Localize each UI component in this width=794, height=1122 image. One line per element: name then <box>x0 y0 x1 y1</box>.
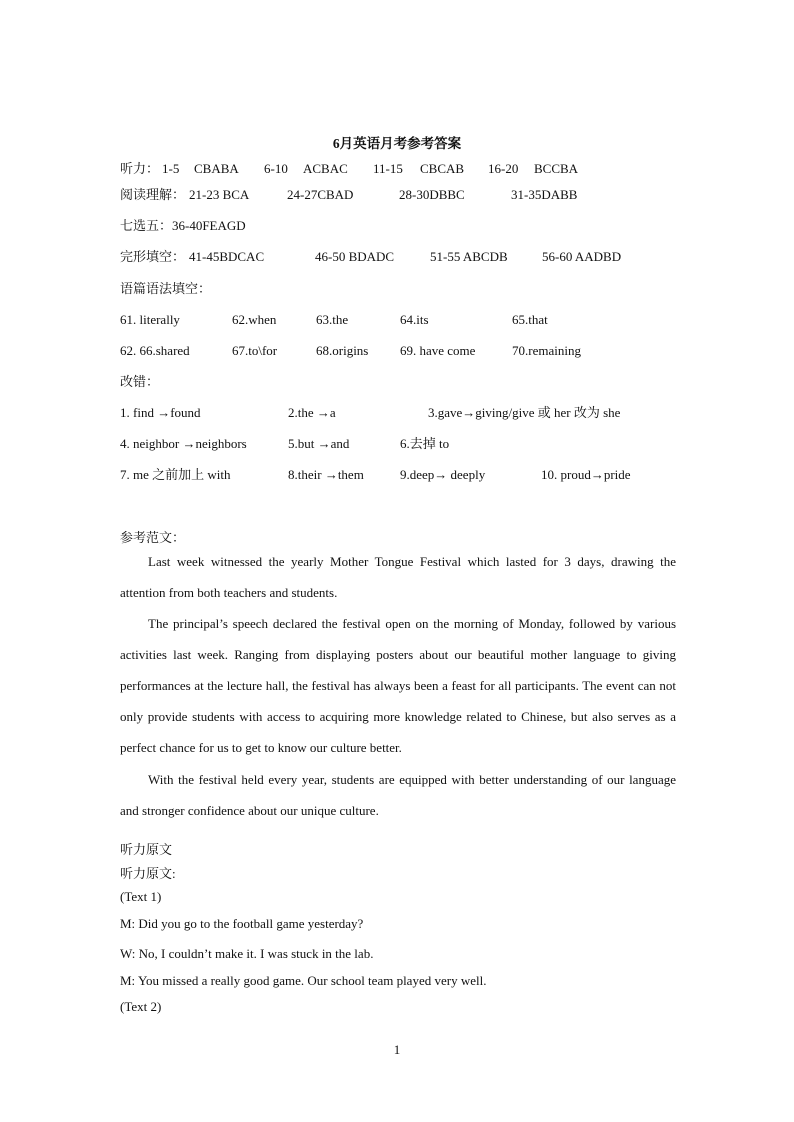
page-number: 1 <box>393 1042 401 1057</box>
transcript-line: (Text 1) <box>120 889 162 904</box>
grammar-answer: 62.when <box>232 312 277 327</box>
listening-range: 1-5 <box>162 161 180 176</box>
reading-answer: 24-27CBAD <box>287 187 354 202</box>
correction-item: 10. proud→pride <box>541 467 631 482</box>
grammar-answer: 64.its <box>400 312 429 327</box>
correction-item: 8.their →them <box>288 467 364 482</box>
transcript-line: (Text 2) <box>120 999 162 1014</box>
correction-item: 7. me 之前加上 with <box>120 467 231 482</box>
transcript-heading: 听力原文 <box>120 842 173 857</box>
cloze-answer: 41-45BDCAC <box>189 249 265 264</box>
essay-paragraph: With the festival held every year, students are equipped with better understanding of our language and stronger confidence about our unique culture. <box>120 772 676 818</box>
essay-paragraph: Last week witnessed the yearly Mother Tongue Festival which lasted for 3 days, drawing the attention from both teachers and students. <box>120 554 676 600</box>
reading-answer: 21-23 BCA <box>189 187 250 202</box>
listening-label: 听力： <box>120 161 160 176</box>
grammar-answer: 68.origins <box>316 343 369 358</box>
grammar-answer: 70.remaining <box>512 343 581 358</box>
listening-answer: ACBAC <box>303 161 348 176</box>
transcript-line: W: No, I couldn’t make it. I was stuck in the lab. <box>120 946 374 961</box>
listening-range: 6-10 <box>264 161 288 176</box>
essay-label: 参考范文： <box>120 530 186 545</box>
grammar-answer: 67.to\for <box>232 343 278 358</box>
listening-answer: CBABA <box>194 161 239 176</box>
cloze-answer: 56-60 AADBD <box>542 249 622 264</box>
correction-item: 5.but →and <box>288 436 350 451</box>
transcript-line: M: Did you go to the football game yesterday? <box>120 916 364 931</box>
reading-label: 阅读理解： <box>120 187 186 202</box>
essay-paragraph: The principal’s speech declared the festival open on the morning of Monday, followed by various activities last week. Ranging from displaying posters about our beautiful mother language to giving performances at the lecture hall, the festival has always been a feast for all participants. The event can not only provide students with access to acquiring more knowledge related to Chinese, but also serves as a perfect chance for us to get to know our culture better. <box>120 616 676 755</box>
correction-item: 4. neighbor →neighbors <box>120 436 247 451</box>
grammar-answer: 65.that <box>512 312 548 327</box>
grammar-answer: 63.the <box>316 312 349 327</box>
correction-item: 1. find →found <box>120 405 201 420</box>
listening-answer: BCCBA <box>534 161 579 176</box>
transcript-line: M: You missed a really good game. Our school team played very well. <box>120 973 487 988</box>
reading-answer: 31-35DABB <box>511 187 578 202</box>
correction-item: 3.gave→giving/give 或 her 改为 she <box>428 405 621 420</box>
grammar-answer: 61. literally <box>120 312 180 327</box>
listening-answer: CBCAB <box>420 161 465 176</box>
cloze-answer: 51-55 ABCDB <box>430 249 508 264</box>
correction-item: 2.the →a <box>288 405 336 420</box>
page-title: 6月英语月考参考答案 <box>332 136 462 151</box>
listening-range: 11-15 <box>373 161 403 176</box>
correction-label: 改错： <box>120 374 160 389</box>
listening-range: 16-20 <box>488 161 519 176</box>
correction-item: 6.去掉 to <box>400 436 450 451</box>
cloze-answer: 46-50 BDADC <box>315 249 395 264</box>
reading-answer: 28-30DBBC <box>399 187 465 202</box>
correction-item: 9.deep→ deeply <box>400 467 486 482</box>
grammar-answer: 62. 66.shared <box>120 343 190 358</box>
cloze-label: 完形填空： <box>120 249 186 264</box>
grammar-label: 语篇语法填空： <box>120 281 212 296</box>
seven-five-answers: 七选五：36-40FEAGD <box>120 218 246 233</box>
grammar-answer: 69. have come <box>400 343 476 358</box>
transcript-heading: 听力原文: <box>120 866 176 881</box>
